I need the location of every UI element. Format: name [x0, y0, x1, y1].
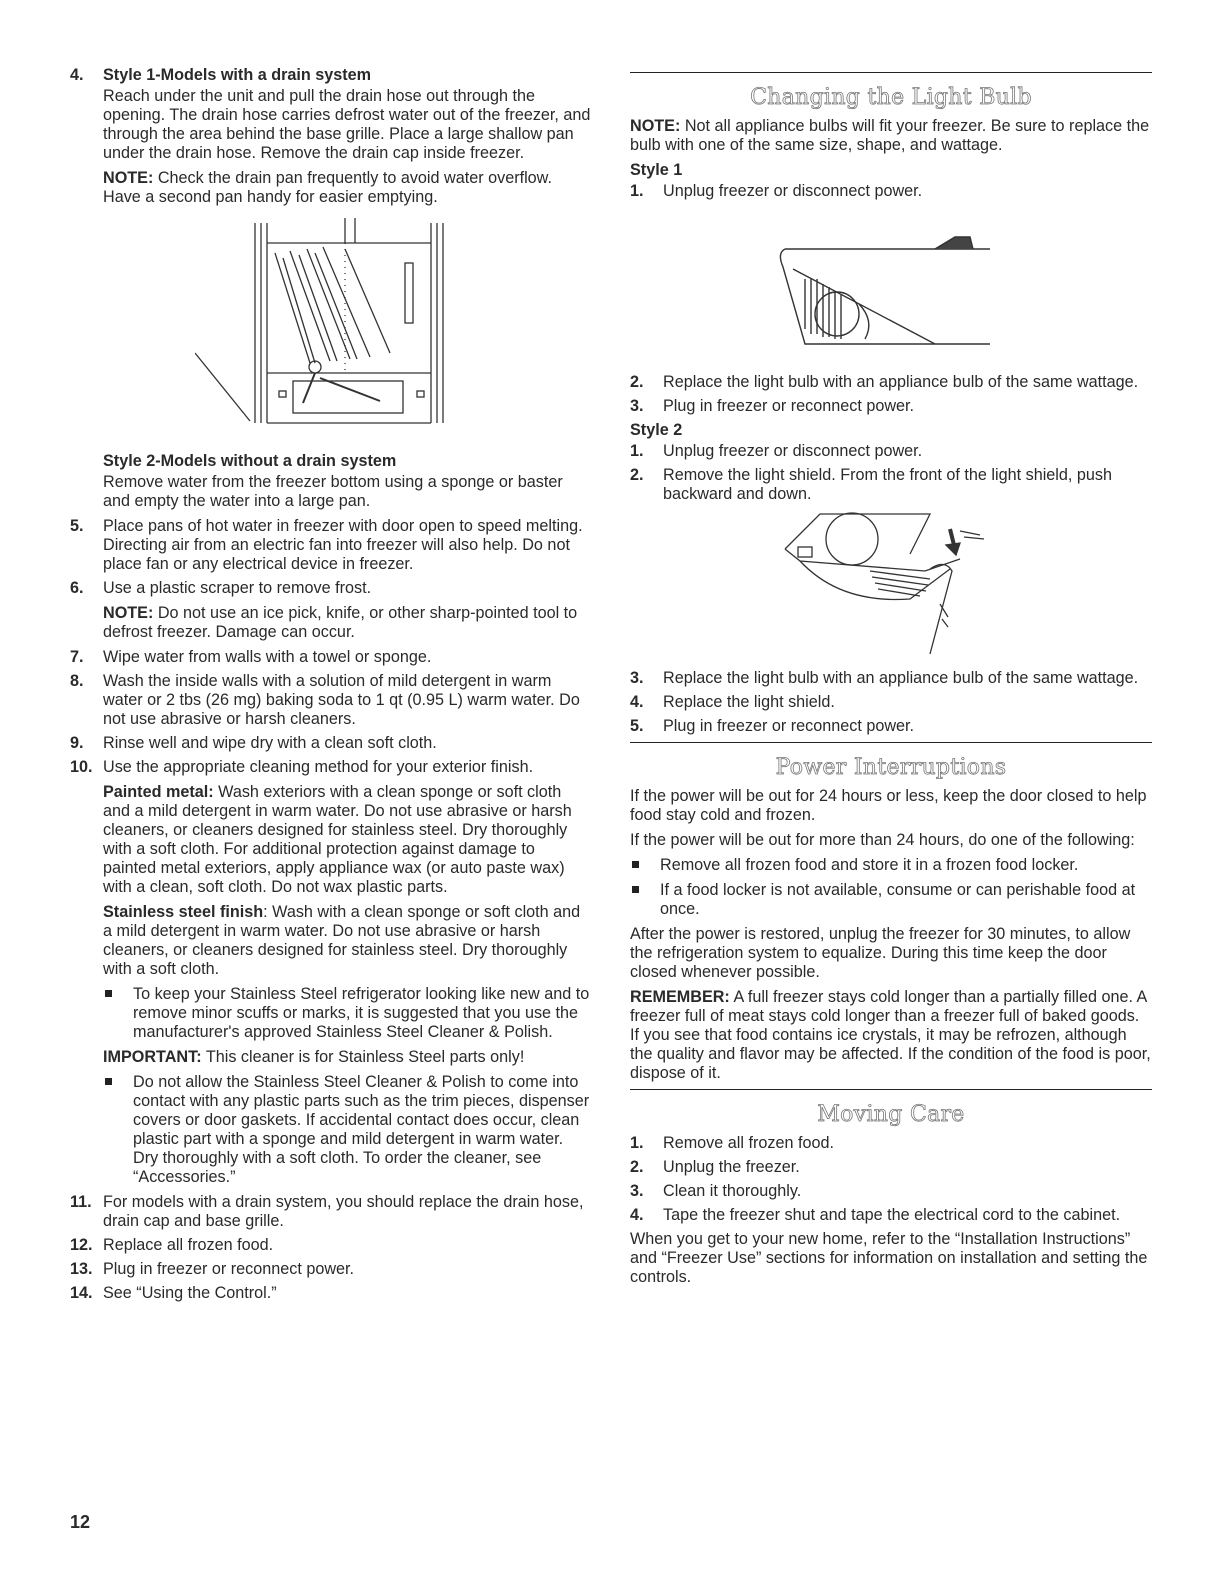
style2-text: Remove water from the freezer bottom using a sponge or baster and empty the water into a large pan. [103, 473, 563, 510]
step-number: 4. [70, 66, 84, 84]
step-4 [70, 66, 592, 207]
bulb-s2-step-5: 5. Plug in freezer or reconnect power. [630, 717, 915, 735]
moving-care-heading: Moving Care [817, 1102, 965, 1127]
step-6: 6. Use a plastic scraper to remove frost. NOTE: Do not use an ice pick, knife, or other sharp-pointed tool to defrost freezer. Damage can occur. [70, 579, 592, 642]
moving-step-1: 1. Remove all frozen food. [630, 1134, 834, 1152]
scraper-note: NOTE: Do not use an ice pick, knife, or other sharp-pointed tool to defrost freezer. Damage can occur. [103, 604, 578, 641]
bulb-s2-step-1: 1. Unplug freezer or disconnect power. [630, 442, 923, 460]
section-divider [630, 742, 1152, 743]
power-bullet-2: If a food locker is not available, consume or can perishable food at once. [630, 881, 1152, 919]
step-9: 9. Rinse well and wipe dry with a clean soft cloth. [70, 734, 437, 752]
style1-text: Reach under the unit and pull the drain hose out through the opening. The drain hose carries defrost water out of the freezer, and through the area behind the base grille. Place a large shallow pan under the drain hose. Remove the drain cap inside freezer. [103, 87, 591, 162]
bullet-square-icon [632, 861, 639, 868]
moving-step-4: 4. Tape the freezer shut and tape the electrical cord to the cabinet. [630, 1206, 1121, 1224]
step-12: 12. Replace all frozen food. [70, 1236, 274, 1254]
step-8: 8. Wash the inside walls with a solution of mild detergent in warm water or 2 tbs (26 mg) baking soda to 1 qt (0.95 L) warm water. Do not use abrasive or harsh cleaners. [70, 672, 580, 728]
bulb-s1-step-3: 3. Plug in freezer or reconnect power. [630, 397, 915, 415]
right-column [630, 66, 1152, 1293]
light-bulb-heading: Changing the Light Bulb [750, 85, 1032, 110]
section-divider [630, 1089, 1152, 1090]
style1-heading: Style 1-Models with a drain system [103, 66, 372, 84]
style2-block [70, 452, 592, 511]
bulb-s2-step-4: 4. Replace the light shield. [630, 693, 835, 711]
bulb-style2-heading: Style 2 [630, 421, 683, 439]
bullet-square-icon [105, 990, 112, 997]
style2-heading: Style 2-Models without a drain system [103, 452, 397, 470]
stainless-text: Stainless steel finish: Wash with a clean sponge or soft cloth and a mild detergent in warm water. Do not use abrasive or harsh cleaners, or cleaners designed for stainless steel. Dry thoroughly with a soft cloth. [103, 903, 581, 978]
step-11: 11. For models with a drain system, you should replace the drain hose, drain cap and base grille. [70, 1193, 584, 1230]
stainless-bullet-2: Do not allow the Stainless Steel Cleaner & Polish to come into contact with any plastic parts such as the trim pieces, dispenser covers or door gaskets. If accidental contact does occur, clean plastic part with a sponge and mild detergent in warm water. Dry thoroughly with a soft cloth. To order the cleaner, see “Accessories.” [103, 1073, 592, 1187]
step-14: 14. See “Using the Control.” [70, 1284, 277, 1302]
moving-closing: When you get to your new home, refer to the “Installation Instructions” and “Freezer Use” sections for information on installation and setting the controls. [630, 1230, 1148, 1286]
bulb-s1-step-1: 1. Unplug freezer or disconnect power. [630, 182, 923, 200]
power-para-3: After the power is restored, unplug the freezer for 30 minutes, to allow the refrigeration system to equalize. During this time keep the door closed whenever possible. [630, 925, 1131, 981]
bulb-style1-heading: Style 1 [630, 161, 683, 179]
light-housing-style1-illustration [775, 209, 1015, 359]
important-text: IMPORTANT: This cleaner is for Stainless Steel parts only! [103, 1048, 525, 1066]
drain-pan-note: NOTE: Check the drain pan frequently to avoid water overflow. Have a second pan handy for easier emptying. [103, 169, 552, 206]
moving-step-3: 3. Clean it thoroughly. [630, 1182, 802, 1200]
bullet-square-icon [105, 1078, 112, 1085]
power-para-2: If the power will be out for more than 24 hours, do one of the following: [630, 831, 1135, 849]
light-shield-style2-illustration [780, 509, 1010, 659]
left-column [70, 66, 592, 1308]
bulb-note: NOTE: Not all appliance bulbs will fit your freezer. Be sure to replace the bulb with one of the same size, shape, and wattage. [630, 117, 1150, 154]
remember-text: REMEMBER: A full freezer stays cold longer than a partially filled one. A freezer full of meat stays cold longer than a freezer full of baked goods. If you see that food contains ice crystals, it may be refrozen, although the quality and flavor may be affected. If the condition of the food is poor, dispose of it. [630, 988, 1151, 1082]
power-bullet-1: Remove all frozen food and store it in a frozen food locker. [630, 856, 1152, 875]
bulb-s2-step-3: 3. Replace the light bulb with an appliance bulb of the same wattage. [630, 669, 1139, 687]
step-13: 13. Plug in freezer or reconnect power. [70, 1260, 355, 1278]
painted-metal-text: Painted metal: Wash exteriors with a clean sponge or soft cloth and a mild detergent in warm water. Do not use abrasive or harsh cleaners, or cleaners designed for stainless steel. Dry thoroughly with a soft cloth. For additional protection against damage to painted metal exteriors, apply appliance wax (or auto paste wax) with a clean, soft cloth. Do not wax plastic parts. [103, 783, 572, 896]
step-7: 7. Wipe water from walls with a towel or sponge. [70, 648, 432, 666]
stainless-bullet-1: To keep your Stainless Steel refrigerator looking like new and to remove minor scuffs or marks, it is suggested that you use the manufacturer's approved Stainless Steel Cleaner & Polish. [103, 985, 592, 1042]
bulb-s1-step-2: 2. Replace the light bulb with an appliance bulb of the same wattage. [630, 373, 1139, 391]
step-10: 10. Use the appropriate cleaning method for your exterior finish. Painted metal: Wash exteriors with a clean sponge or soft cloth and a mild detergent in warm water. Do not use abrasive or harsh cleaners, or cleaners designed for stainless steel. Dry thoroughly with a soft cloth. For additional protection against damage to painted metal exteriors, apply appliance wax (or auto paste wax) with a clean, soft cloth. Do not wax plastic parts. Stainless steel finish: Wash with a clean sponge or soft cloth and a mild detergent in warm water. Do not use abrasive or harsh cleaners, or cleaners designed for stainless steel. Dry thoroughly with a soft cloth. To keep your Stainless Steel refrigerator looking like new and to remove minor scuffs or marks, it is suggested that you use the manufacturer's approved Stainless Steel Cleaner & Polish. IMPORTANT: This cleaner is for Stainless Steel parts only! Do not allow the Stainless Steel Cleaner & Polish to come into contact with any plastic parts such as the trim pieces, dispenser covers or door gaskets. If accidental contact does occur, clean plastic part with a sponge and mild detergent in warm water. Dry thoroughly with a soft cloth. To order the cleaner, see “Accessories.” [70, 758, 592, 1187]
bulb-s2-step-2: 2. Remove the light shield. From the front of the light shield, push backward and down. [630, 466, 1112, 503]
power-para-1: If the power will be out for 24 hours or less, keep the door closed to help food stay cold and frozen. [630, 787, 1147, 824]
page-number: 12 [70, 1512, 91, 1532]
section-divider [630, 72, 1152, 73]
moving-step-2: 2. Unplug the freezer. [630, 1158, 800, 1176]
drain-system-illustration [195, 213, 495, 438]
bullet-square-icon [632, 886, 639, 893]
step-5: 5. Place pans of hot water in freezer with door open to speed melting. Directing air from an electric fan into freezer will also help. Do not place fan or any electrical device in freezer. [70, 517, 583, 573]
power-interruptions-heading: Power Interruptions [775, 755, 1007, 780]
